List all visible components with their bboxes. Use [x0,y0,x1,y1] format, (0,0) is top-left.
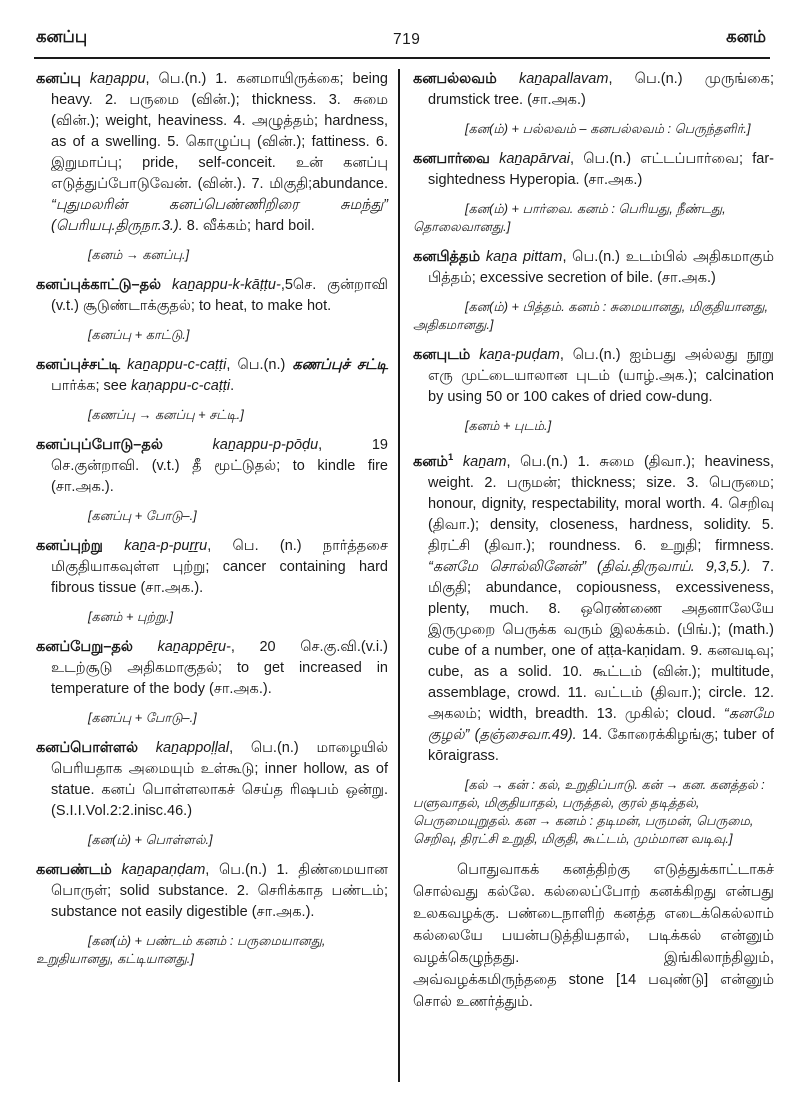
entry-text: கனபித்தம் kaṉa pittam, பெ.(n.) உடம்பில் அதிகமாகும் பித்தம்; excessive secretion of bile. (சா.அக.) [413,249,774,286]
dict-entry [36,355,388,424]
entry-text: கனப்பு kaṉappu, பெ.(n.) 1. கனமாயிருக்கை; being heavy. 2. பருமை (வின்.); thickness. 3. சுமை (வின்.); weight, heaviness. 4. அழுத்தம்; hardness, as of a swelling. 5. கொழுப்பு (வின்.); fattiness. 6. இறுமாப்பு; pride, self-conceit. உன் கனப்பு எடுத்துப்போடுவேன். (வின்.). 7. மிகுதி;abundance. “புதுமலரின் கனப்பெண்ணிறிரை சுமந்து” (பெரியபு.திருநா.3.). 8. வீக்கம்; hard boil. [36,71,388,234]
entry-text: கனபார்வை kaṉapārvai, பெ.(n.) எட்டப்பார்வை; far-sightedness Hyperopia. (சா.அக.) [413,151,774,188]
dict-entry [413,446,774,848]
dict-entry [413,69,774,138]
dict-entry [36,69,388,264]
entry-text: கனப்பேறு–தல் kaṉappēṟu-, 20 செ.கு.வி.(v.i.) உடற்சூடு அதிகமாகுதல்; to get increased in temperature of the body (சா.அக.). [36,639,389,697]
dict-entry [36,860,388,968]
entry-text: கனப்புச்சட்டி kaṉappu-c-caṭṭi, பெ.(n.) கணப்புச் சட்டி பார்க்க; see kaṇappu-c-caṭṭi. [36,357,388,394]
entry-text: கனபல்லவம் kaṉapallavam, பெ.(n.) முருங்கை; drumstick tree. (சா.அக.) [413,71,774,108]
entry-text: கனம்$^1$ kaṉam, பெ.(n.) 1. சுமை (திவா.); heaviness, weight. 2. பருமன்; thickness; size. 3. பெருமை; honour, dignity, respectability, moral worth. 4. செறிவு (திவா.); density, closeness, hardness, solidity. 5. திரட்சி (திவா.); roundness. 6. உறுதி; firmness. “கனமே சொல்லினேன்” (திவ்.திருவாய். 9,3,5.). 7. மிகுதி; abundance, copiousness, excessiveness, plenty, much. 8. ஒரெண்ணை அதனாலேயே இருமுறை பெருக்க வரும் இலக்கம். (பிங்.); (math.) cube of a number, one of aṭṭa-kaṇidam. 9. கனவடிவு; cube, as a solid. 10. கூட்டம் (வின்.); multitude, assemblage, crowd. 11. வட்டம் (திவா.); circle. 12. அகலம்; width, breadth. 13. முகில்; cloud. “கனமே குழல்” (தஞ்சைவா.49). 14. கோரைக்கிழங்கு; tuber of kōraigrass. [413,451,774,764]
dict-entry [36,536,388,626]
dict-entry [413,247,774,334]
entry-etymology: [கல் → கன் : கல், உறுதிப்பாடு. கன் → கன. கனத்தல் : பளுவாதல், மிகுதியாதல், பருத்தல், குரல் தடித்தல், பெருமையுறுதல். கன → கனம் : தடிமன், பருமன், பெருமை, செறிவு, திரட்சி உறுதி, மிகுதி, கூட்டம், மும்மான வடிவு.] [413,776,765,846]
page-number: 719 [392,31,421,48]
entry-etymology: [கனம் + புடம்.] [465,418,552,433]
entry-etymology: [கணப்பு → கனப்பு + சட்டி.] [88,407,244,422]
entry-etymology: [கனப்பு + போடு–.] [88,508,197,523]
entry-etymology: [கனம் → கனப்பு.] [88,247,190,262]
right-column [400,69,774,1082]
dict-entry [413,149,774,236]
columns [0,59,800,1082]
usage-note: பொதுவாகக் கனத்திற்கு எடுத்துக்காட்டாகச் சொல்வது கல்லே. கல்லைப்போற் கனக்கிறது என்பது உலகவழக்கு. பண்டைநாளிற் கனத்த எடைக்கெல்லாம் கல்லையே பயன்படுத்தியதால், படிக்கல் என்னும் வழக்கெழுந்தது. இங்கிலாந்திலும், அவ்வழக்கமிருந்ததை stone [14 பவுண்டு] என்னும் சொல் உணர்த்தும். [413,861,774,1010]
running-head-left: கனப்பு [36,28,88,46]
dict-entry [413,345,774,435]
entry-text: கனபண்டம் kaṉapaṇḍam, பெ.(n.) 1. திண்மையான பொருள்; solid substance. 2. செரிக்காத பண்டம்; substance not easily digestible (சா.அக.). [36,862,388,920]
entry-text: கனப்புப்போடு–தல் kaṉappu-p-pōḍu, 19 செ.குன்றாவி. (v.t.) தீ மூட்டுதல்; to kindle fire (சா.அக.). [36,437,388,495]
entry-etymology: [கனம் + புற்று.] [88,609,174,624]
dict-entry [36,637,388,727]
dict-entry [36,435,388,525]
entry-etymology: [கன(ம்) + பண்டம் கனம் : பருமையானது, உறுதியானது, கட்டியானது.] [36,933,326,966]
left-column [36,69,398,1082]
dict-entry [36,738,388,849]
entry-text: கனப்புக்காட்டு–தல் kaṉappu-k-kāṭṭu-,5செ. குன்றாவி (v.t.) சூடுண்டாக்குதல்; to heat, to make hot. [36,277,388,314]
entry-etymology: [கன(ம்) + பல்லவம் – கனபல்லவம் : பெருந்தளிர்.] [465,121,751,136]
page-header [0,0,800,57]
entry-text: கனப்பொள்ளல் kaṉappoḷḷal, பெ.(n.) மாழையில் பெரியதாக அமையும் உள்கூடு; inner hollow, as of statue. கனப் பொள்ளலாகச் செய்த ரிஷபம் ஒன்று. (S.I.I.Vol.2:2.inisc.46.) [36,740,388,819]
entry-etymology: [கன(ம்) + பொள்ளல்.] [88,832,213,847]
entry-etymology: [கனப்பு + போடு–.] [88,710,197,725]
entry-etymology: [கன(ம்) + பார்வை. கனம் : பெரியது, நீண்டது, தொலைவானது.] [413,201,726,234]
entry-etymology: [கன(ம்) + பித்தம். கனம் : சுமையானது, மிகுதியானது, அதிகமானது.] [413,299,768,332]
running-head-right: கனம் [726,28,766,46]
entry-text: கனப்புற்று kaṉa-p-puṟṟu, பெ. (n.) நார்த்தசை மிகுதியாகவுள்ள புற்று; cancer containing hard fibrous tissue (சா.அக.). [36,538,388,596]
entry-etymology: [கனப்பு + காட்டு.] [88,327,190,342]
dict-entry [36,275,388,344]
entry-text: கனபுடம் kaṉa-puḍam, பெ.(n.) ஐம்பது அல்லது நூறு எரு முட்டையாலான புடம் (யாழ்.அக.); calcination by using 50 or 100 cakes of dried cow-dung. [413,347,774,405]
